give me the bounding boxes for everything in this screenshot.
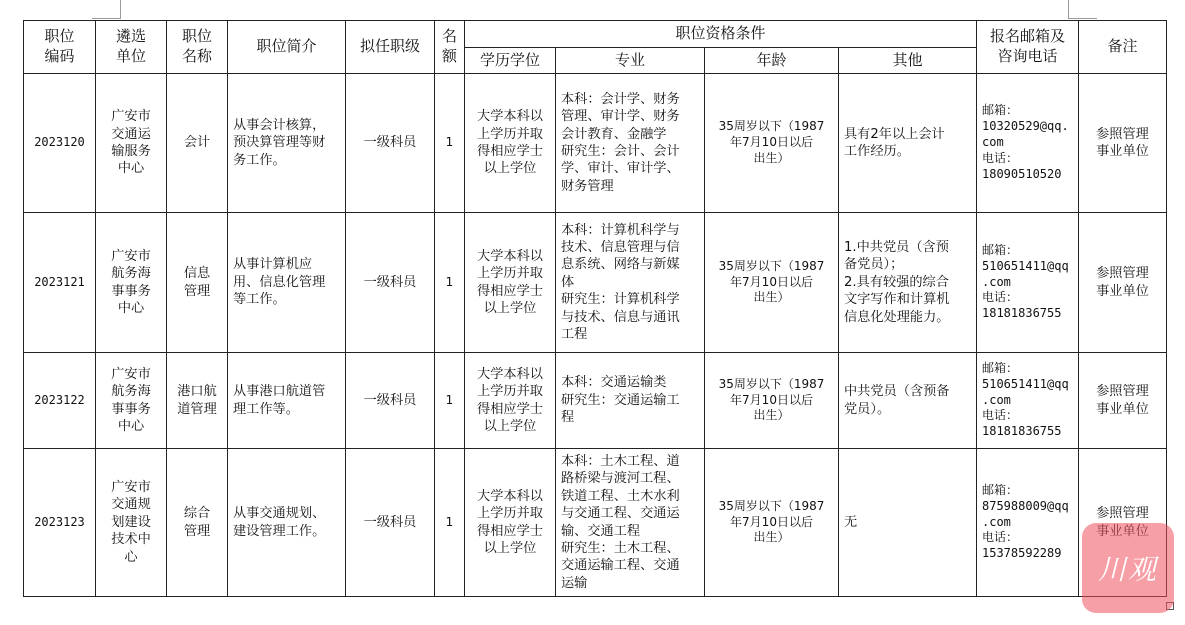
table-row — [24, 213, 1167, 353]
position-code: 2023121 — [24, 213, 96, 353]
other-req: 中共党员（含预备 党员）。 — [839, 353, 977, 449]
position-name: 信息 管理 — [167, 213, 228, 353]
table-row — [24, 449, 1167, 597]
phone-value: 18181836755 — [982, 306, 1062, 321]
phone-value: 15378592289 — [982, 546, 1062, 561]
remark: 参照管理 — [1079, 449, 1167, 597]
page-corner-mark-left — [92, 0, 121, 19]
phone-label: 电话： — [982, 290, 1019, 305]
header-contact: 报名邮箱及 咨询电话 — [977, 21, 1079, 74]
table-row — [24, 74, 1167, 213]
age-req: 35周岁以下（1987 年7月10日以后 出生） — [705, 449, 839, 597]
position-name: 综合 管理 — [167, 449, 228, 597]
education-req: 大学本科以 上学历并取 得相应学士 以上学位 — [465, 74, 556, 213]
header-qualifications: 职位资格条件 — [465, 21, 977, 48]
education-req: 大学本科以 上学历并取 得相应学士 以上学位 — [465, 449, 556, 597]
email-value: 510651411@qq .com — [982, 258, 1069, 289]
unit-name: 广安市 交通规 划建设 技术中 心 — [96, 449, 167, 597]
header-code: 职位 编码 — [24, 21, 96, 74]
phone-value: 18181836755 — [982, 424, 1062, 439]
header-unit: 遴选 单位 — [96, 21, 167, 74]
contact-info — [977, 213, 1079, 353]
email-label: 邮箱： — [982, 360, 1019, 375]
email-label: 邮箱： — [982, 103, 1019, 118]
email-label: 邮箱： — [982, 482, 1019, 497]
header-major: 专业 — [556, 48, 705, 74]
unit-name: 广安市 交通运 输服务 中心 — [96, 74, 167, 213]
phone-label: 电话： — [982, 530, 1019, 545]
remark: 参照管理 事业单位 — [1079, 213, 1167, 353]
header-level: 拟任职级 — [346, 21, 435, 74]
age-req: 35周岁以下（1987 年7月10日以后 出生） — [705, 213, 839, 353]
position-intro: 从事会计核算， 预决算管理等财 务工作。 — [228, 74, 346, 213]
position-code: 2023123 — [24, 449, 96, 597]
position-quota: 1 — [435, 213, 465, 353]
header-other: 其他 — [839, 48, 977, 74]
major-req: 本科：会计学、财务 管理、审计学、财务 会计教育、金融学 研究生：会计、会计 学、审计、审计学、 财务管理 — [556, 74, 705, 213]
header-age: 年龄 — [705, 48, 839, 74]
remark: 参照管理 事业单位 — [1079, 74, 1167, 213]
position-level: 一级科员 — [346, 449, 435, 597]
other-req: 1.中共党员（含预 备党员）； 2.具有较强的综合 文字写作和计算机 信息化处理能力。 — [839, 213, 977, 353]
email-label: 邮箱： — [982, 242, 1019, 257]
position-name: 会计 — [167, 74, 228, 213]
position-quota: 1 — [435, 353, 465, 449]
position-intro: 从事计算机应 用、信息化管理 等工作。 — [228, 213, 346, 353]
contact-info — [977, 353, 1079, 449]
position-name: 港口航 道管理 — [167, 353, 228, 449]
header-education: 学历学位 — [465, 48, 556, 74]
email-value: 875988009@qq .com — [982, 498, 1069, 529]
position-level: 一级科员 — [346, 74, 435, 213]
header-quota: 名 额 — [435, 21, 465, 74]
position-code: 2023120 — [24, 74, 96, 213]
age-req: 35周岁以下（1987 年7月10日以后 出生） — [705, 74, 839, 213]
remark: 参照管理 事业单位 — [1079, 353, 1167, 449]
position-intro: 从事交通规划、 建设管理工作。 — [228, 449, 346, 597]
header-intro: 职位简介 — [228, 21, 346, 74]
education-req: 大学本科以 上学历并取 得相应学士 以上学位 — [465, 213, 556, 353]
page-corner-mark-right — [1068, 0, 1097, 19]
unit-name: 广安市 航务海 事事务 中心 — [96, 213, 167, 353]
major-req: 本科：计算机科学与 技术、信息管理与信 息系统、网络与新媒 体 研究生：计算机科学 与技术、信息与通讯 工程 — [556, 213, 705, 353]
header-remark: 备注 — [1079, 21, 1167, 74]
position-intro: 从事港口航道管 理工作等。 — [228, 353, 346, 449]
phone-label: 电话： — [982, 150, 1019, 165]
major-req: 本科：交通运输类 研究生：交通运输工 程 — [556, 353, 705, 449]
other-req: 具有2年以上会计 工作经历。 — [839, 74, 977, 213]
phone-label: 电话： — [982, 408, 1019, 423]
contact-info — [977, 449, 1079, 597]
position-level: 一级科员 — [346, 353, 435, 449]
unit-name: 广安市 航务海 事事务 中心 — [96, 353, 167, 449]
header-name: 职位 名称 — [167, 21, 228, 74]
other-req: 无 — [839, 449, 977, 597]
major-req: 本科：土木工程、道 路桥梁与渡河工程、 铁道工程、土木水利 与交通工程、交通运 输、交通工程 研究生：土木工程、 交通运输工程、交通 运输 — [556, 449, 705, 597]
contact-info — [977, 74, 1079, 213]
watermark-logo: 川观 — [1082, 523, 1174, 613]
position-quota: 1 — [435, 74, 465, 213]
email-value: 510651411@qq .com — [982, 376, 1069, 407]
age-req: 35周岁以下（1987 年7月10日以后 出生） — [705, 353, 839, 449]
position-level: 一级科员 — [346, 213, 435, 353]
position-table — [23, 20, 1167, 597]
phone-value: 18090510520 — [982, 166, 1062, 181]
education-req: 大学本科以 上学历并取 得相应学士 以上学位 — [465, 353, 556, 449]
table-row — [24, 353, 1167, 449]
position-quota: 1 — [435, 449, 465, 597]
email-value: 10320529@qq. com — [982, 119, 1069, 150]
position-code: 2023122 — [24, 353, 96, 449]
